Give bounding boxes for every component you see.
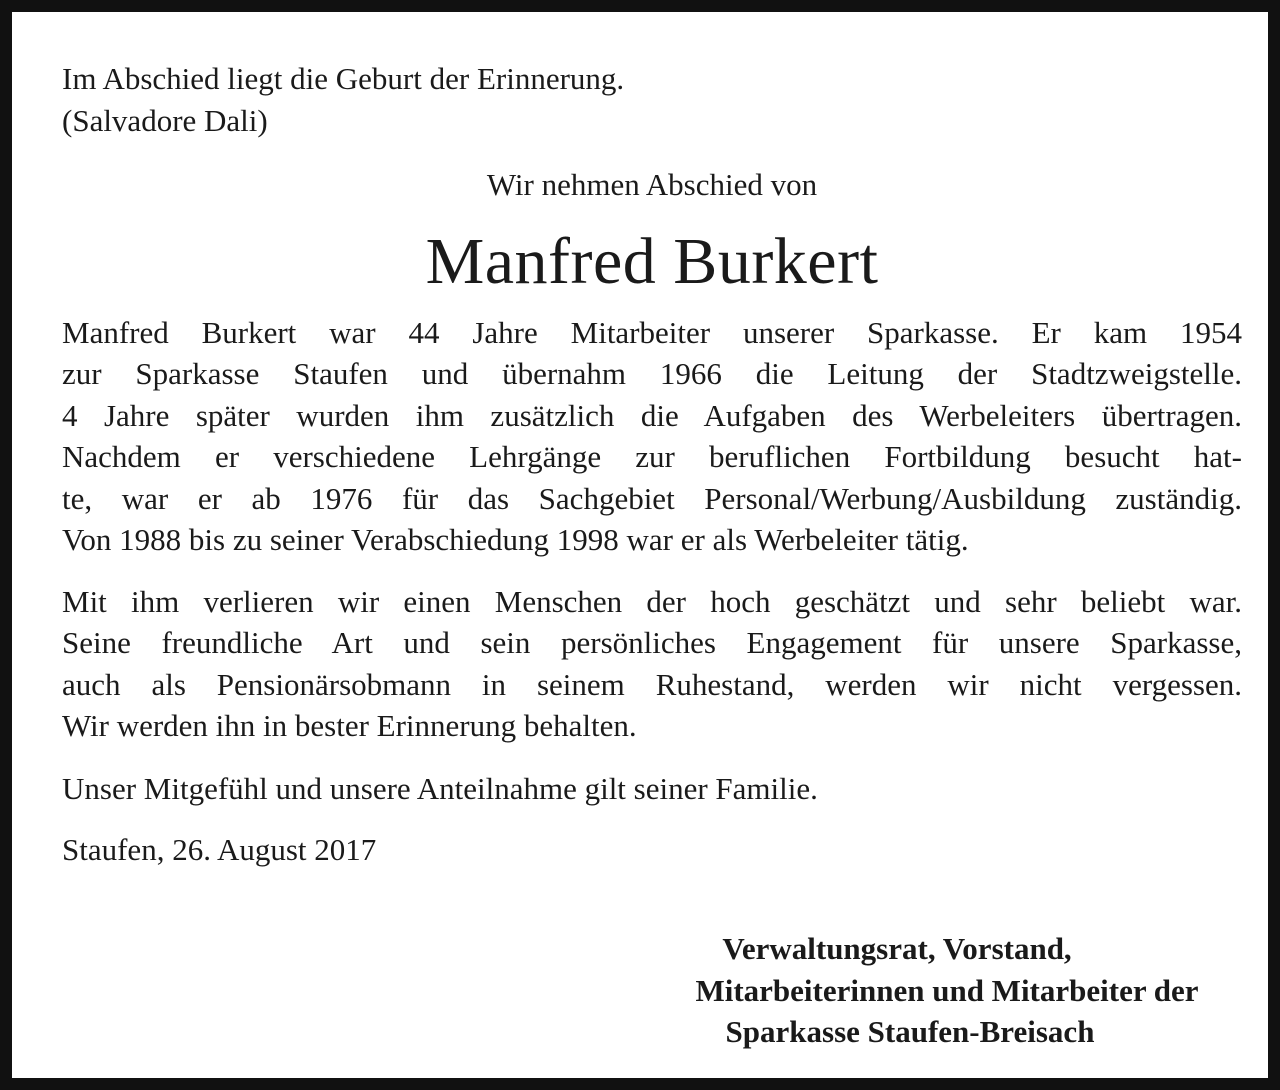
quote-author: (Salvadore Dali) bbox=[62, 102, 268, 138]
text-line: Von 1988 bis zu seiner Verabschiedung 1998 war er als Werbeleiter tätig. bbox=[62, 522, 969, 557]
quote-text: Im Abschied liegt die Geburt der Erinnerung. bbox=[62, 61, 625, 96]
intro-line: Wir nehmen Abschied von bbox=[486, 167, 818, 202]
signature-line: Verwaltungsrat, Vorstand, bbox=[722, 931, 1072, 966]
deceased-name: Manfred Burkert bbox=[425, 224, 879, 298]
text-line: Manfred Burkert war 44 Jahre Mitarbeiter unserer Sparkasse. Er kam 1954 bbox=[62, 314, 1242, 350]
tribute-paragraph bbox=[62, 581, 1242, 747]
text-line: Wir werden ihn in bester Erinnerung behalten. bbox=[62, 708, 637, 743]
signature-line: Sparkasse Staufen-Breisach bbox=[725, 1014, 1095, 1049]
sympathy-text: Unser Mitgefühl und unsere Anteilnahme gilt seiner Familie. bbox=[62, 770, 818, 806]
place-date-text: Staufen, 26. August 2017 bbox=[62, 832, 377, 867]
text-line: 4 Jahre später wurden ihm zusätzlich die Aufgaben des Werbeleiters übertragen. bbox=[62, 397, 1242, 433]
place-date bbox=[62, 829, 1242, 871]
text-line: zur Sparkasse Staufen und übernahm 1966 die Leitung der Stadtzweigstelle. bbox=[62, 356, 1242, 391]
signature-block bbox=[652, 928, 1242, 1053]
sympathy-line bbox=[62, 768, 1242, 810]
text-line: te, war er ab 1976 für das Sachgebiet Personal/Werbung/Ausbildung zuständig. bbox=[62, 480, 1242, 516]
biography-paragraph bbox=[62, 312, 1242, 561]
quote-block bbox=[62, 58, 1242, 141]
text-line: auch als Pensionärsobmann in seinem Ruhestand, werden wir nicht vergessen. bbox=[62, 666, 1242, 702]
text-line: Mit ihm verlieren wir einen Menschen der hoch geschätzt und sehr beliebt war. bbox=[62, 583, 1242, 619]
text-line: Nachdem er verschiedene Lehrgänge zur beruflichen Fortbildung besucht hat- bbox=[62, 439, 1242, 474]
signature-line: Mitarbeiterinnen und Mitarbeiter der bbox=[695, 972, 1199, 1008]
text-line: Seine freundliche Art und sein persönliches Engagement für unsere Sparkasse, bbox=[62, 625, 1242, 660]
obituary-content bbox=[62, 58, 1242, 871]
